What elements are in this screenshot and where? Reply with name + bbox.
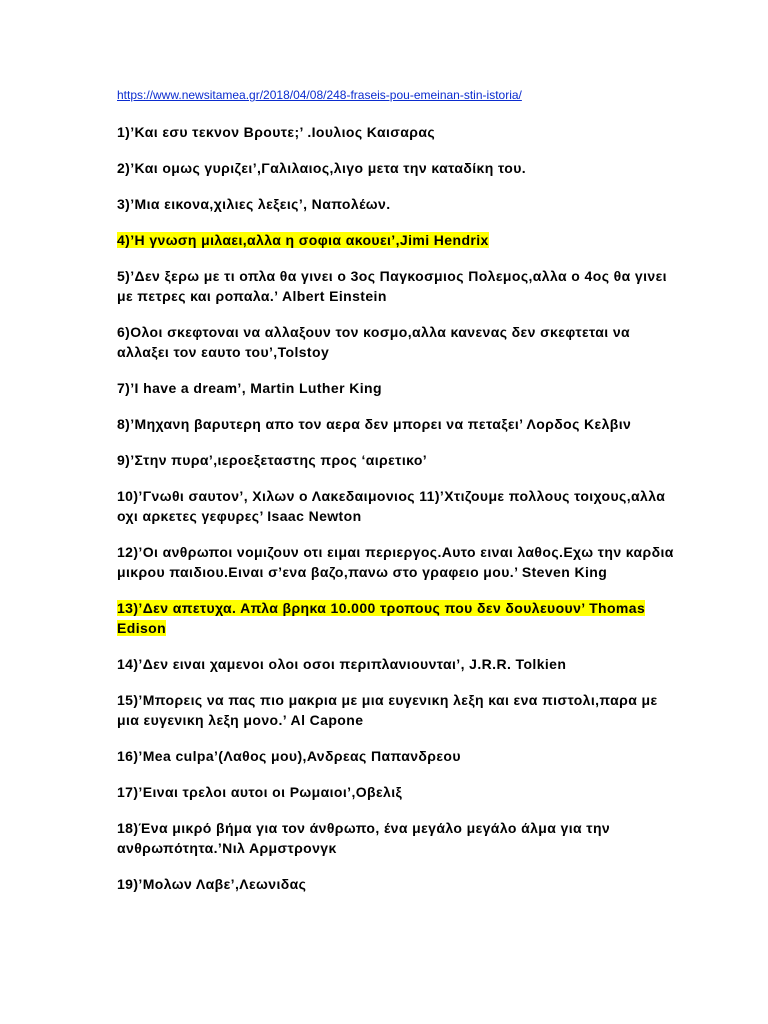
- quote-text: 1)’Και εσυ τεκνον Βρουτε;’ .Ιουλιος Καισαρας: [117, 124, 436, 140]
- quote-item: [117, 486, 677, 526]
- quote-text: 16)’Mea culpa’(Λαθος μου),Ανδρεας Παπανδρεου: [117, 748, 461, 764]
- quote-item: [117, 266, 677, 306]
- quote-text: 6)Ολοι σκεφτοναι να αλλαξουν τον κοσμο,αλλα κανενας δεν σκεφτεται να αλλαξει τον εαυτο του’,Tolstoy: [117, 324, 631, 360]
- quote-text: 17)’Ειναι τρελοι αυτοι οι Ρωμαιοι’,Οβελιξ: [117, 784, 403, 800]
- quote-text: 13)’Δεν απετυχα. Απλα βρηκα 10.000 τροπους που δεν δουλευουν’ Thomas Edison: [117, 600, 646, 636]
- quote-item: [117, 378, 677, 398]
- quote-item: [117, 598, 677, 638]
- quote-text: 4)’Η γνωση μιλαει,αλλα η σοφια ακουει’,Jimi Hendrix: [117, 232, 489, 248]
- quote-item: [117, 230, 677, 250]
- quote-item: [117, 158, 677, 178]
- quote-item: [117, 818, 677, 858]
- quote-text: 9)’Στην πυρα’,ιεροεξεταστης προς ‘αιρετικο’: [117, 452, 428, 468]
- quote-item: [117, 690, 677, 730]
- quote-item: [117, 414, 677, 434]
- quote-text: 3)’Μια εικονα,χιλιες λεξεις’, Ναπολέων.: [117, 196, 391, 212]
- quote-text: 10)’Γνωθι σαυτον’, Χιλων ο Λακεδαιμονιος 11)’Χτιζουμε πολλους τοιχους,αλλα οχι αρκετες γεφυρες’ Isaac Newton: [117, 488, 666, 524]
- quote-item: [117, 654, 677, 674]
- quote-item: [117, 874, 677, 894]
- quote-text: 19)’Μολων Λαβε’,Λεωνιδας: [117, 876, 307, 892]
- quote-text: 8)’Μηχανη βαρυτερη απο τον αερα δεν μπορει να πεταξει’ Λορδος Κελβιν: [117, 416, 632, 432]
- source-link[interactable]: https://www.newsitamea.gr/2018/04/08/248-fraseis-pou-emeinan-stin-istoria/: [117, 88, 522, 102]
- quote-text: 5)’Δεν ξερω με τι οπλα θα γινει ο 3ος Παγκοσμιος Πολεμος,αλλα ο 4ος θα γινει με πετρες και ροπαλα.’ Albert Einstein: [117, 268, 667, 304]
- quote-item: [117, 746, 677, 766]
- quote-item: [117, 542, 677, 582]
- quote-item: [117, 450, 677, 470]
- quote-text: 15)’Μπορεις να πας πιο μακρια με μια ευγενικη λεξη και ενα πιστολι,παρα με μια ευγενικη λεξη μονο.’ Al Capone: [117, 692, 658, 728]
- quote-text: 2)’Και ομως γυριζει’,Γαλιλαιος,λιγο μετα την καταδίκη του.: [117, 160, 527, 176]
- quote-list: [117, 122, 677, 910]
- quote-text: 14)’Δεν ειναι χαμενοι ολοι οσοι περιπλανιουνται’, J.R.R. Tolkien: [117, 656, 567, 672]
- quote-item: [117, 122, 677, 142]
- quote-text: 18)Ένα μικρό βήμα για τον άνθρωπο, ένα μεγάλο μεγάλο άλμα για την ανθρωπότητα.’Νιλ Αρμστρονγκ: [117, 820, 611, 856]
- quote-item: [117, 782, 677, 802]
- quote-text: 12)’Οι ανθρωποι νομιζουν οτι ειμαι περιεργος.Αυτο ειναι λαθος.Εχω την καρδια μικρου παιδιου.Ειναι σ’ενα βαζο,πανω στο γραφειο μου.’ Steven King: [117, 544, 674, 580]
- quote-item: [117, 194, 677, 214]
- quote-item: [117, 322, 677, 362]
- quote-text: 7)’I have a dream’, Martin Luther King: [117, 380, 382, 396]
